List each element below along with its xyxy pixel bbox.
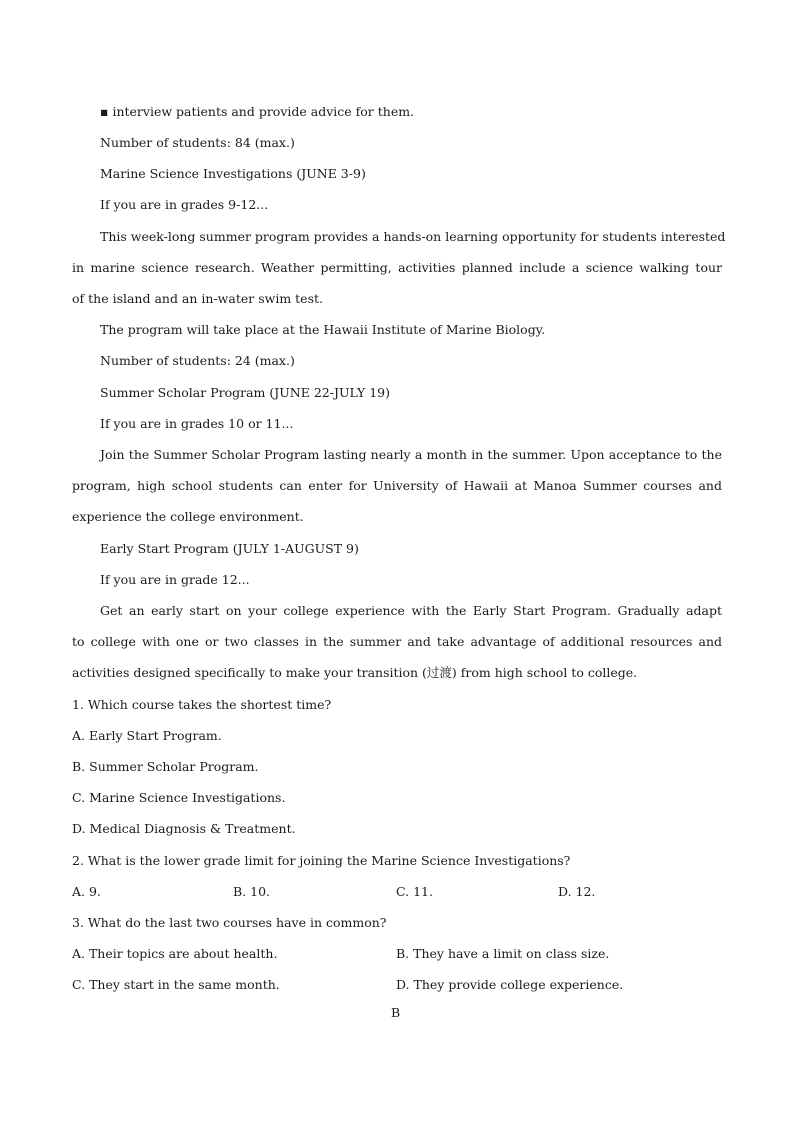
question-1-option-a: A. Early Start Program.: [72, 728, 222, 743]
early-grades: If you are in grade 12...: [100, 572, 250, 587]
question-2-option-d: D. 12.: [558, 884, 596, 899]
question-3-stem: 3. What do the last two courses have in common?: [72, 915, 387, 930]
question-3-option-a: A. Their topics are about health.: [72, 946, 278, 961]
question-2-option-b: B. 10.: [233, 884, 271, 899]
scholar-desc-line-1: Join the Summer Scholar Program lasting nearly a month in the summer. Upon acceptance to the: [100, 447, 722, 462]
marine-location: The program will take place at the Hawaii Institute of Marine Biology.: [100, 322, 546, 337]
marine-desc-line-2: in marine science research. Weather permitting, activities planned include a science walking tour: [72, 260, 722, 275]
scholar-desc-line-3: experience the college environment.: [72, 509, 304, 524]
marine-students: Number of students: 24 (max.): [100, 353, 295, 368]
marine-grades: If you are in grades 9-12...: [100, 197, 269, 212]
question-2-option-a: A. 9.: [72, 884, 101, 899]
scholar-grades: If you are in grades 10 or 11...: [100, 416, 294, 431]
scholar-heading: Summer Scholar Program (JUNE 22-JULY 19): [100, 385, 391, 400]
marine-desc-line-3: of the island and an in-water swim test.: [72, 291, 323, 306]
question-1-option-c: C. Marine Science Investigations.: [72, 790, 286, 805]
question-2-stem: 2. What is the lower grade limit for joining the Marine Science Investigations?: [72, 853, 571, 868]
question-3-option-c: C. They start in the same month.: [72, 977, 280, 992]
marine-heading: Marine Science Investigations (JUNE 3-9): [100, 166, 366, 181]
students-count-medical: Number of students: 84 (max.): [100, 135, 295, 150]
question-3-option-d: D. They provide college experience.: [396, 977, 624, 992]
question-1-stem: 1. Which course takes the shortest time?: [72, 697, 332, 712]
marine-desc-line-1: This week-long summer program provides a hands-on learning opportunity for students interested: [100, 229, 726, 244]
early-desc-line-2: to college with one or two classes in the summer and take advantage of additional resources and: [72, 634, 722, 649]
bullet-line: ▪ interview patients and provide advice for them.: [100, 104, 415, 119]
section-label: B: [391, 1005, 401, 1020]
early-heading: Early Start Program (JULY 1-AUGUST 9): [100, 541, 359, 556]
early-desc-line-1: Get an early start on your college experience with the Early Start Program. Gradually adapt: [100, 603, 722, 618]
question-1-option-b: B. Summer Scholar Program.: [72, 759, 259, 774]
question-1-option-d: D. Medical Diagnosis & Treatment.: [72, 821, 296, 836]
early-desc-line-3: activities designed specifically to make your transition (过渡) from high school to college.: [72, 665, 638, 680]
question-3-option-b: B. They have a limit on class size.: [396, 946, 610, 961]
scholar-desc-line-2: program, high school students can enter for University of Hawaii at Manoa Summer courses and: [72, 478, 722, 493]
question-2-option-c: C. 11.: [396, 884, 433, 899]
